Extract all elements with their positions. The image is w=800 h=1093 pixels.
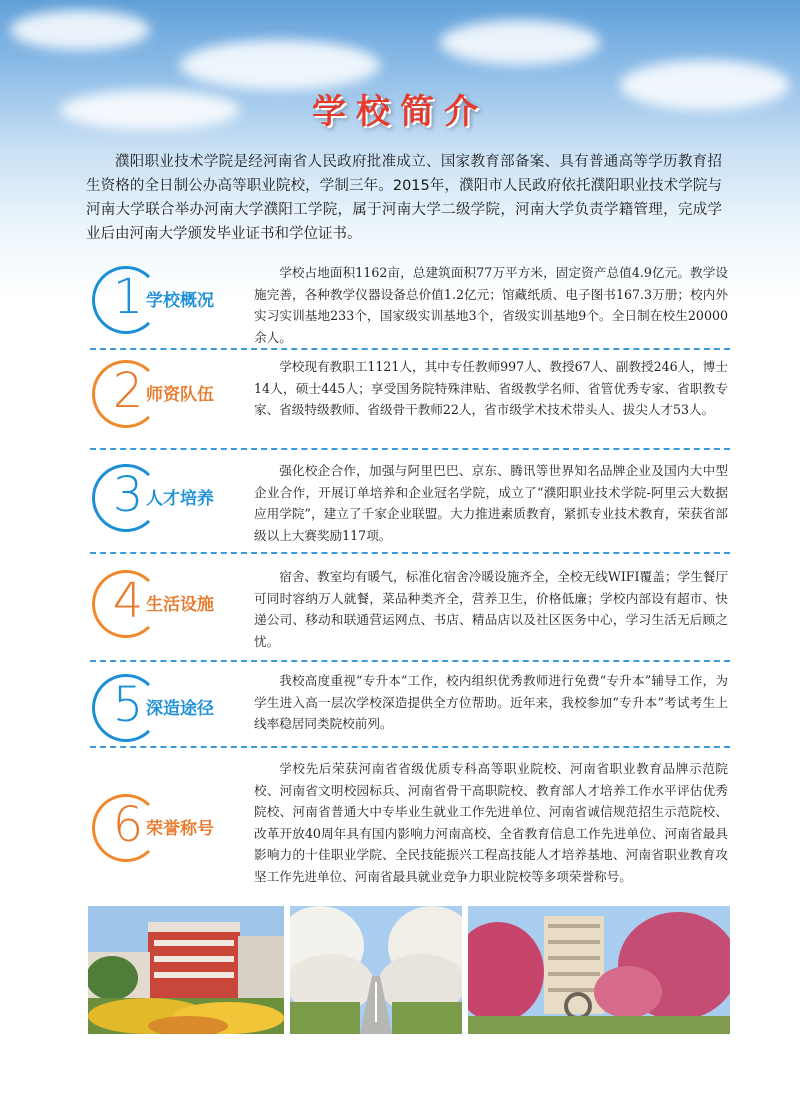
section-school-overview [90, 262, 730, 346]
section-heading [90, 670, 250, 750]
section-title: 深造途径 [146, 699, 214, 719]
section-divider [90, 746, 730, 748]
campus-photo-blossom-road [290, 906, 462, 1034]
campus-photo-tower-blossoms [468, 906, 730, 1034]
section-title: 荣誉称号 [146, 819, 214, 839]
section-talent-training [90, 460, 730, 544]
section-body: 学校占地面积1162亩，总建筑面积77万平方米，固定资产总值4.9亿元。教学设施完善，各种教学仪器设备总价值1.2亿元；馆藏纸质、电子图书167.3万册；校内外实习实训基地233个，国家级实训基地3个，省级实训基地9个。全日制在校生20000余人。 [254, 265, 728, 345]
sky-cloud [10, 10, 150, 50]
campus-photo-building-flowers [88, 906, 284, 1034]
section-heading [90, 262, 250, 342]
section-body: 学校先后荣获河南省省级优质专科高等职业院校、河南省职业教育品牌示范院校、河南省文明校园标兵、河南省骨干高职院校、教育部人才培养工作水平评估优秀院校、河南省普通大中专毕业生就业工作先进单位、河南省诚信规范招生示范院校、改革开放40周年具有国内影响力河南高校、全省教育信息工作先进单位、河南省最具影响力的十佳职业学院、全民技能振兴工程高技能人才培养基地、河南省职业教育攻坚工作先进单位、河南省最具就业竞争力职业院校等多项荣誉称号。 [254, 761, 728, 884]
section-divider [90, 552, 730, 554]
section-title: 人才培养 [146, 489, 214, 509]
page-title: 学校简介 [312, 92, 488, 132]
section-title: 生活设施 [146, 595, 214, 615]
section-number: 4 [112, 573, 144, 629]
section-number: 6 [112, 797, 144, 853]
sky-cloud [440, 20, 600, 65]
section-divider [90, 448, 730, 450]
section-number: 5 [112, 677, 144, 733]
section-heading [90, 460, 250, 540]
section-heading [90, 566, 250, 646]
section-divider [90, 660, 730, 662]
section-number: 2 [112, 363, 144, 419]
intro-paragraph: 濮阳职业技术学院是经河南省人民政府批准成立、国家教育部备案、具有普通高等学历教育招生资格的全日制公办高等职业院校，学制三年。2015年，濮阳市人民政府依托濮阳职业技术学院与河南大学联合举办河南大学濮阳工学院，属于河南大学二级学院，河南大学负责学籍管理，完成学业后由河南大学颁发毕业证书和学位证书。 [86, 154, 722, 242]
section-body: 宿舍、教室均有暖气，标准化宿舍冷暖设施齐全，全校无线WIFI覆盖；学生餐厅可同时容纳万人就餐，菜品种类齐全，营养卫生，价格低廉；学校内部设有超市、快递公司、移动和联通营运网点、书店、精品店以及社区医务中心，学习生活无后顾之忧。 [254, 569, 728, 649]
section-title: 学校概况 [146, 291, 214, 311]
sky-cloud [180, 40, 380, 90]
section-body: 学校现有教职工1121人，其中专任教师997人、教授67人、副教授246人，博士14人，硕士445人；享受国务院特殊津贴、省级教学名师、省管优秀专家、省职教专家、省级特级教师、省级骨干教师22人，省市级学术技术带头人、拔尖人才53人。 [254, 359, 728, 417]
section-body: 强化校企合作，加强与阿里巴巴、京东、腾讯等世界知名品牌企业及国内大中型企业合作，开展订单培养和企业冠名学院，成立了“濮阳职业技术学院-阿里云大数据应用学院”，建立了千家企业联盟。大力推进素质教育，紧抓专业技术教育，荣获省部级以上大赛奖励117项。 [254, 463, 728, 543]
section-body: 我校高度重视“专升本”工作，校内组织优秀教师进行免费“专升本”辅导工作，为学生进入高一层次学校深造提供全方位帮助。近年来，我校参加“专升本”考试考生上线率稳居同类院校前列。 [254, 673, 728, 731]
section-number: 3 [112, 467, 144, 523]
section-honors [90, 758, 730, 908]
section-facilities [90, 566, 730, 650]
page-header [0, 84, 800, 133]
section-faculty [90, 356, 730, 440]
section-heading [90, 356, 250, 436]
section-title: 师资队伍 [146, 385, 214, 405]
section-number: 1 [112, 269, 144, 325]
section-heading [90, 790, 250, 870]
section-divider [90, 348, 730, 350]
section-further-study [90, 670, 730, 740]
